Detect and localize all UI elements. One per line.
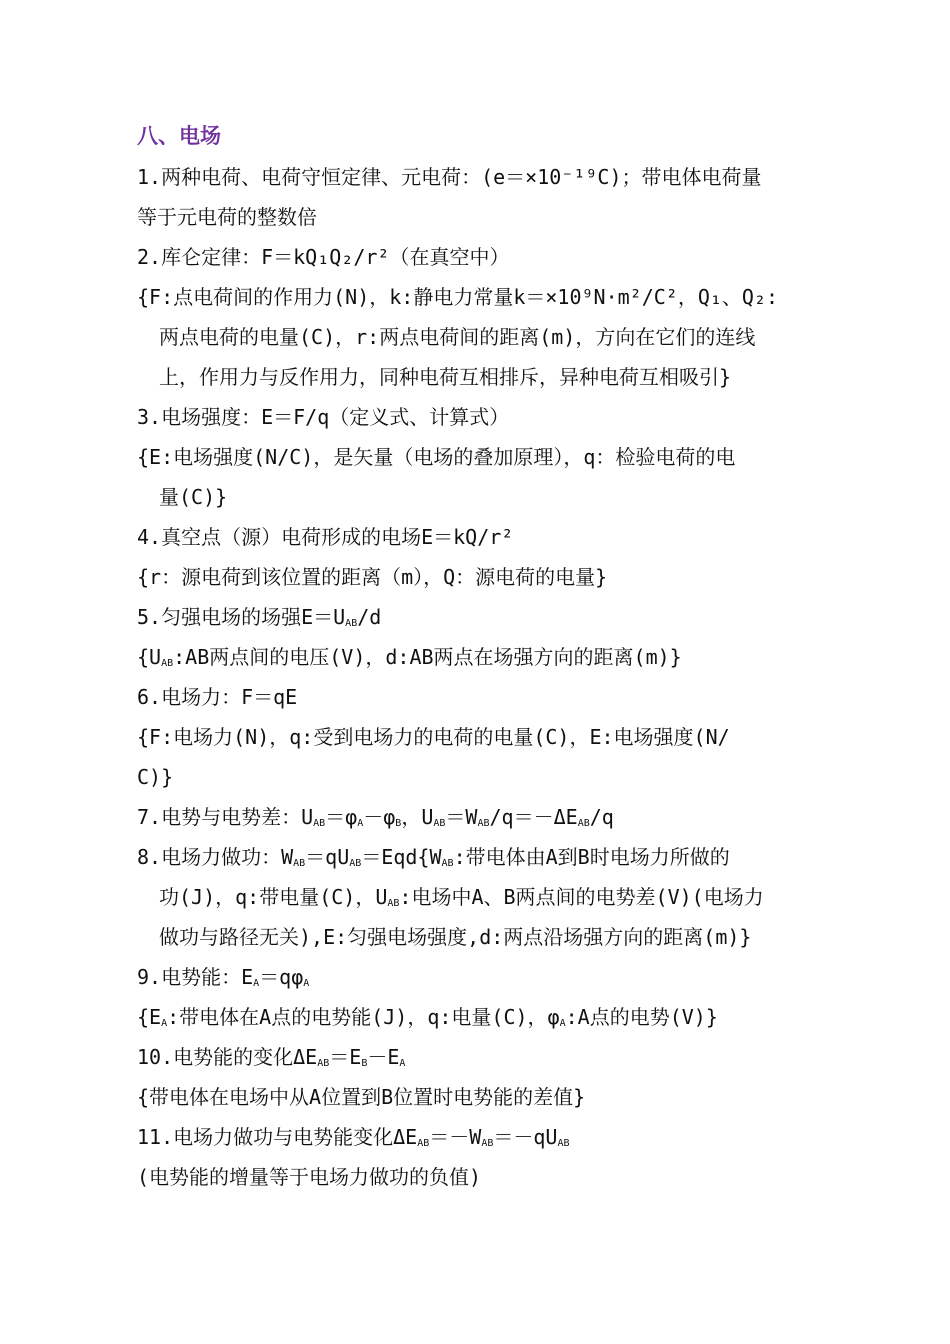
- subscript: AB: [293, 858, 306, 869]
- text-line: {r：源电荷到该位置的距离（m），Q：源电荷的电量}: [137, 565, 608, 589]
- text-line: 5.匀强电场的场强$E=U_{AB}/d$: [137, 605, 382, 629]
- subscript: A: [559, 1018, 566, 1029]
- text-line: {F:电场力(N)，q:受到电场力的电荷的电量(C)，E:电场强度(N/: [137, 725, 730, 749]
- subscript: AB: [477, 818, 490, 829]
- section-title: 八、电场: [137, 124, 221, 148]
- text-line: 量(C)}: [159, 485, 228, 509]
- text-line: 两点电荷的电量(C)，r:两点电荷间的距离(m)，方向在它们的连线: [159, 325, 756, 349]
- subscript: AB: [345, 618, 358, 629]
- text-line: 2.库仑定律：F＝kQ₁Q₂/r²（在真空中）: [137, 245, 510, 269]
- text-line: 6.电场力：F＝qE: [137, 685, 298, 709]
- subscript: AB: [441, 858, 454, 869]
- text-line: 8.电场力做功：$W_{AB}=qU_{AB}=Eqd\{W_{AB}$:带电体由A到B时电场力所做的: [137, 845, 730, 869]
- subscript: AB: [317, 1058, 330, 1069]
- subscript: AB: [313, 818, 326, 829]
- subscript: A: [253, 978, 260, 989]
- subscript: AB: [481, 1138, 494, 1149]
- text-line: 10.电势能的变化$\Delta E_{AB}=E_B-E_A$: [137, 1045, 406, 1069]
- subscript: AB: [557, 1138, 570, 1149]
- subscript: A: [399, 1058, 406, 1069]
- subscript: A: [357, 818, 364, 829]
- text-line: 7.电势与电势差：$U_{AB}=\varphi_A-\varphi_B$，$U_{AB}=W_{AB}/q=-\Delta E_{AB}/q$: [137, 805, 614, 829]
- text-line: 4.真空点（源）电荷形成的电场E＝kQ/r²: [137, 525, 514, 549]
- text-line: 9.电势能：$E_A=q\varphi_A$: [137, 965, 310, 989]
- text-line: C)}: [137, 765, 174, 789]
- text-line: 做功与路径无关),E:匀强电场强度,d:两点沿场强方向的距离(m)}: [159, 925, 752, 949]
- text-line: 1.两种电荷、电荷守恒定律、元电荷：(e＝×10⁻¹⁹C)；带电体电荷量: [137, 165, 762, 189]
- subscript: B: [395, 818, 402, 829]
- text-line: {$E_A$:带电体在A点的电势能(J)，q:电量(C)，$\varphi_A:A$点的电势(V)}: [137, 1005, 718, 1029]
- text-line: (电势能的增量等于电场力做功的负值): [137, 1165, 482, 1189]
- subscript: AB: [387, 898, 400, 909]
- subscript: A: [303, 978, 310, 989]
- subscript: B: [361, 1058, 368, 1069]
- text-line: {带电体在电场中从A位置到B位置时电势能的差值}: [137, 1085, 586, 1109]
- subscript: AB: [433, 818, 446, 829]
- text-line: 3.电场强度：E＝F/q（定义式、计算式）: [137, 405, 510, 429]
- text-line: 11.电场力做功与电势能变化$\Delta E_{AB}=-W_{AB}=-qU_{AB}$: [137, 1125, 570, 1149]
- subscript: A: [161, 1018, 168, 1029]
- text-line: 上，作用力与反作用力，同种电荷互相排斥，异种电荷互相吸引}: [159, 365, 732, 389]
- text-line: {F:点电荷间的作用力(N)，k:静电力常量k＝×10⁹N·m²/C²，Q₁、Q₂:: [137, 285, 779, 309]
- subscript: AB: [417, 1138, 430, 1149]
- subscript: AB: [349, 858, 362, 869]
- text-line: 功(J)，q:带电量(C)，$U_{AB}$:电场中A、B两点间的电势差(V)(电场力: [159, 885, 764, 909]
- text-line: 等于元电荷的整数倍: [137, 205, 317, 229]
- subscript: AB: [161, 658, 174, 669]
- text-line: {$U_{AB}:AB$两点间的电压(V)，d:AB两点在场强方向的距离(m)}: [137, 645, 682, 669]
- subscript: AB: [577, 818, 590, 829]
- text-line: {E:电场强度(N/C)，是矢量（电场的叠加原理），q：检验电荷的电: [137, 445, 736, 469]
